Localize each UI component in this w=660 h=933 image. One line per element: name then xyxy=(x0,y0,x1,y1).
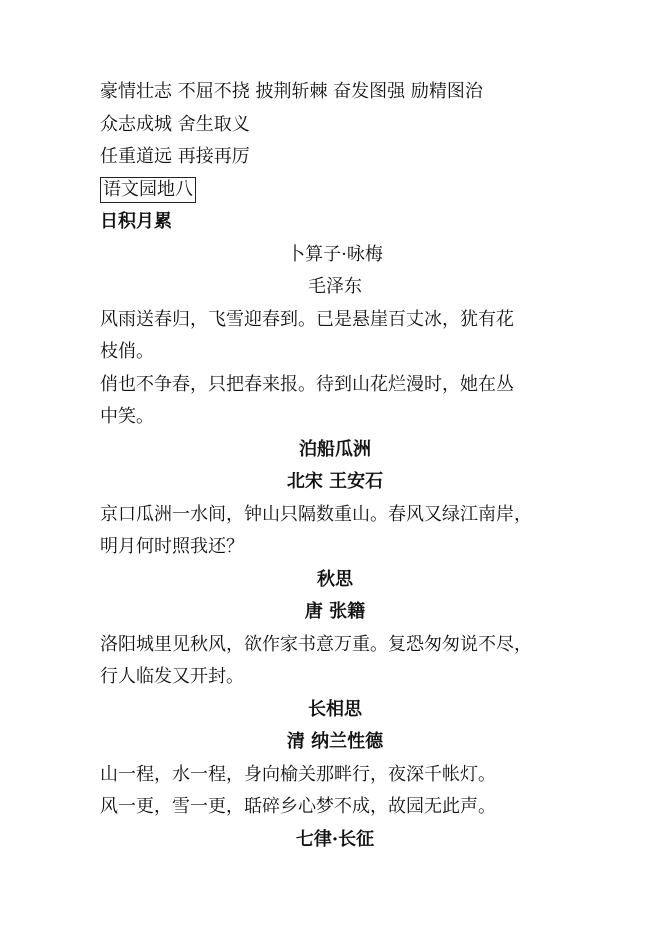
document-page xyxy=(100,76,570,856)
poem-author-3: 唐 张籍 xyxy=(304,601,366,622)
poem-1-line-1: 风雨送春归，飞雪迎春到。已是悬崖百丈冰，犹有花 xyxy=(100,308,514,330)
section-heading: 日积月累 xyxy=(100,211,172,232)
poem-4-line-2: 风一更，雪一更，聒碎乡心梦不成，故园无此声。 xyxy=(100,796,496,817)
poem-4-line-1: 山一程，水一程，身向榆关那畔行，夜深千帐灯。 xyxy=(100,763,496,785)
poem-2-line-1: 京口瓜洲一水间，钟山只隔数重山。春风又绿江南岸， xyxy=(100,503,532,525)
poem-3-line-1: 洛阳城里见秋风，欲作家书意万重。复恐匆匆说不尽， xyxy=(100,633,532,655)
poem-2-line-2: 明月何时照我还？ xyxy=(100,536,244,557)
poem-1-line-3: 俏也不争春，只把春来报。待到山花烂漫时，她在丛 xyxy=(100,373,514,395)
section-box-line xyxy=(100,174,570,207)
poem-1-line-2: 枝俏。 xyxy=(100,341,154,362)
poem-author-2: 北宋 王安石 xyxy=(286,471,384,492)
poem-title-3: 秋思 xyxy=(317,568,353,590)
poem-title-2: 泊船瓜洲 xyxy=(299,438,371,460)
section-box-label: 语文园地八 xyxy=(100,177,196,203)
poem-title-5: 七律·长征 xyxy=(295,828,375,850)
poem-author-1: 毛泽东 xyxy=(308,276,362,297)
idiom-line-3: 任重道远 再接再厉 xyxy=(100,146,250,167)
poem-title-1: 卜算子·咏梅 xyxy=(287,243,383,265)
poem-title-4: 长相思 xyxy=(308,698,362,720)
idiom-line-2: 众志成城 舍生取义 xyxy=(100,113,250,135)
idiom-line-1: 豪情壮志 不屈不挠 披荆斩棘 奋发图强 励精图治 xyxy=(100,81,483,102)
poem-3-line-2: 行人临发又开封。 xyxy=(100,666,244,687)
poem-1-line-4: 中笑。 xyxy=(100,406,154,427)
poem-author-4: 清 纳兰性德 xyxy=(286,731,384,752)
